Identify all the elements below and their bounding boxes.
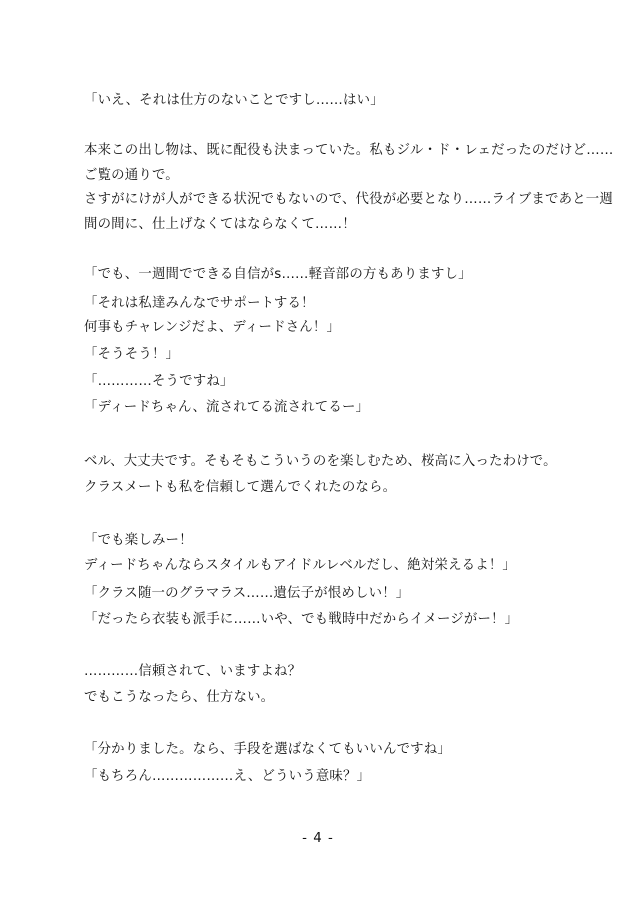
text-line-dialogue: 「ディードちゃん、流されてる流されてるー」 [84,400,370,415]
text-line-narration: クラスメートも私を信頼して選んでくれたのなら。 [84,480,397,495]
text-line-dialogue: 「もちろん………………え、どういう意味？」 [84,769,371,784]
text-line-narration: ベル、大丈夫です。そもそもこういうのを楽しむため、桜高に入ったわけで。 [84,454,557,469]
text-line-dialogue: 「でも楽しみー！ [84,533,193,548]
page-number: - 4 - [302,831,334,846]
text-line-narration: さすがにけが人ができる状況でもないので、代役が必要となり……ライブまであと一週 [84,192,613,207]
text-line-narration: でもこうなったら、仕方ない。 [84,690,275,705]
text-line-dialogue: 「だったら衣装も派手に……いや、でも戦時中だからイメージがー！」 [84,612,519,627]
text-line-dialogue: 何事もチャレンジだよ、ディードさん！」 [84,320,341,335]
text-line-dialogue: 「でも、一週間でできる自信がs……軽音部の方もありますし」 [84,267,472,282]
text-line-narration: 間の間に、仕上げなくてはならなくて……！ [84,217,356,232]
text-line-narration: 本来この出し物は、既に配役も決まっていた。私もジル・ド・レェだったのだけど…… [84,143,614,158]
text-line-dialogue: 「それは私達みんなでサポートする！ [84,296,315,311]
text-line-dialogue: 「いえ、それは仕方のないことですし……はい」 [84,93,384,108]
text-line-dialogue: 「そうそう！」 [84,347,180,362]
text-line-narration: ご覧の通りで。 [84,168,179,183]
text-line-dialogue: ディードちゃんならスタイルもアイドルレベルだし、絶対栄えるよ！」 [84,558,517,573]
text-line-dialogue: 「クラス随一のグラマラス……遺伝子が恨めしい！」 [84,586,410,601]
text-line-dialogue: 「分かりました。なら、手段を選ばなくてもいいんですね」 [84,742,451,757]
text-line-dialogue: 「…………そうですね」 [84,374,234,389]
text-line-narration: …………信頼されて、いますよね？ [84,664,302,679]
